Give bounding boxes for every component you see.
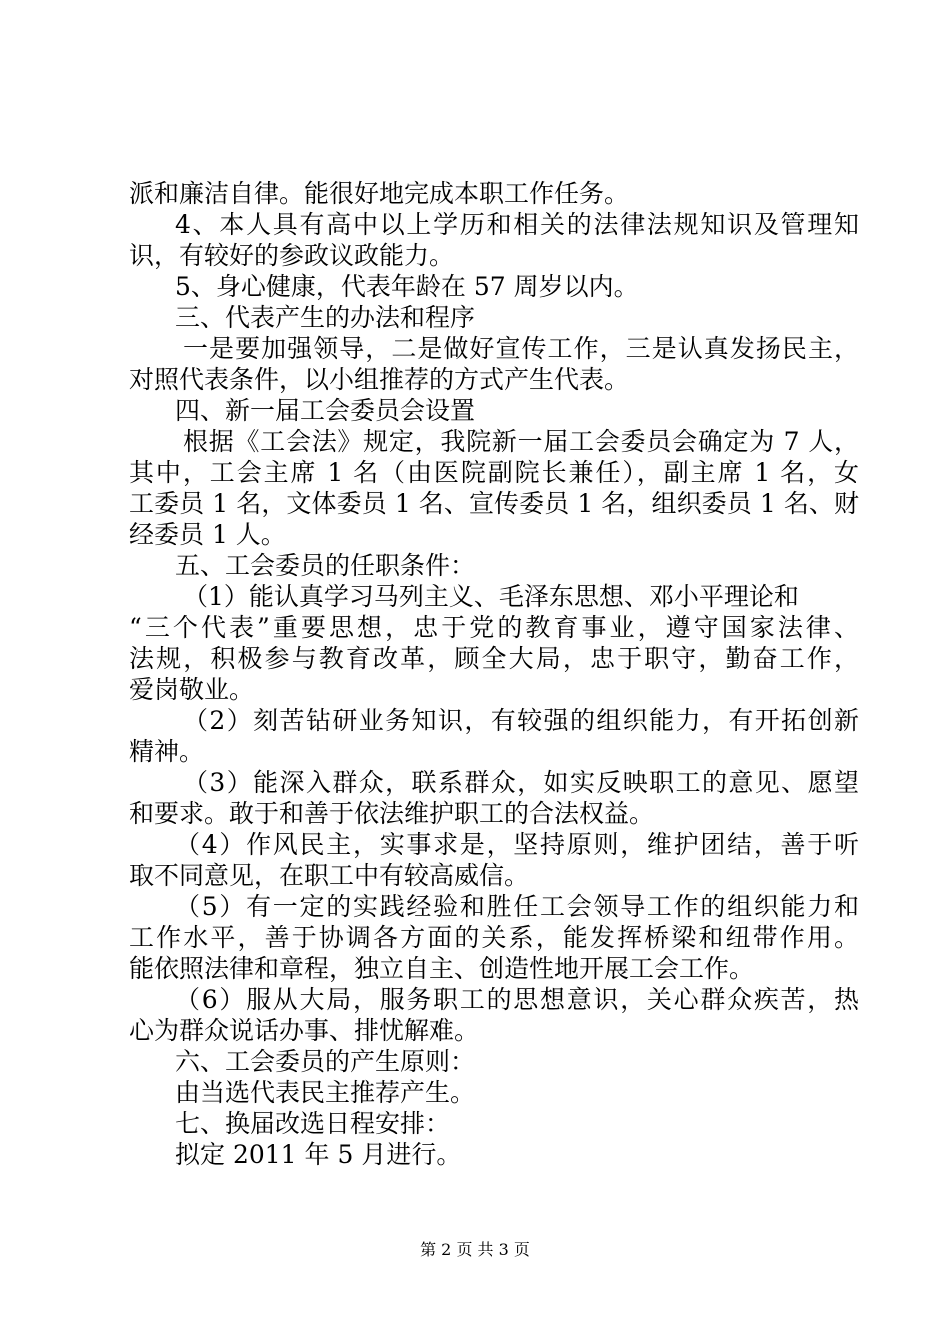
text-line: 对照代表条件，以小组推荐的方式产生代表。 [129,365,630,394]
section-heading: 七、换届改选日程安排： [175,1109,451,1138]
text-line: （3）能深入群众，联系群众，如实反映职工的意见、愿望 [183,768,859,797]
section-heading: 六、工会委员的产生原则： [175,1047,476,1076]
text-line: 识，有较好的参政议政能力。 [129,241,455,270]
text-line: 其中，工会主席 1 名（由医院副院长兼任），副主席 1 名，女 [129,458,859,487]
text-line: 经委员 1 人。 [129,520,286,549]
text-line: （1）能认真学习马列主义、毛泽东思想、邓小平理论和 [183,582,799,611]
text-line: （5）有一定的实践经验和胜任工会领导工作的组织能力和 [175,892,859,921]
text-line: 心为群众说话办事、排忧解难。 [129,1016,480,1045]
text-line: 派和廉洁自律。能很好地完成本职工作任务。 [129,179,630,208]
page-number-footer: 第 2 页 共 3 页 [420,1240,530,1259]
text-line: （2）刻苦钻研业务知识，有较强的组织能力，有开拓创新 [183,706,859,735]
text-line: 拟定 2011 年 5 月进行。 [175,1140,462,1169]
text-line: （4）作风民主，实事求是，坚持原则，维护团结，善于听 [175,830,859,859]
section-heading: 三、代表产生的办法和程序 [175,303,476,332]
text-line: 4、本人具有高中以上学历和相关的法律法规知识及管理知 [175,210,859,239]
text-line: 法规，积极参与教育改革，顾全大局，忠于职守，勤奋工作， [129,644,859,673]
text-line: 一是要加强领导，二是做好宣传工作，三是认真发扬民主， [183,334,859,363]
section-heading: 五、工会委员的任职条件： [175,551,476,580]
section-heading: 四、新一届工会委员会设置 [175,396,476,425]
text-line: 工委员 1 名，文体委员 1 名、宣传委员 1 名，组织委员 1 名、财 [129,489,859,518]
text-line: 工作水平，善于协调各方面的关系，能发挥桥梁和纽带作用。 [129,923,859,952]
text-line: 根据《工会法》规定，我院新一届工会委员会确定为 7 人， [183,427,859,456]
text-line: 和要求。敢于和善于依法维护职工的合法权益。 [129,799,655,828]
text-line: 爱岗敬业。 [129,675,255,704]
text-line: 能依照法律和章程，独立自主、创造性地开展工会工作。 [129,954,755,983]
text-line: 精神。 [129,737,205,766]
text-line: “三个代表”重要思想，忠于党的教育事业，遵守国家法律、 [129,613,859,642]
text-line: 取不同意见，在职工中有较高威信。 [129,861,530,890]
text-line: 5、身心健康，代表年龄在 57 周岁以内。 [175,272,639,301]
text-line: （6）服从大局，服务职工的思想意识，关心群众疾苦，热 [175,985,859,1014]
text-line: 由当选代表民主推荐产生。 [175,1078,476,1107]
